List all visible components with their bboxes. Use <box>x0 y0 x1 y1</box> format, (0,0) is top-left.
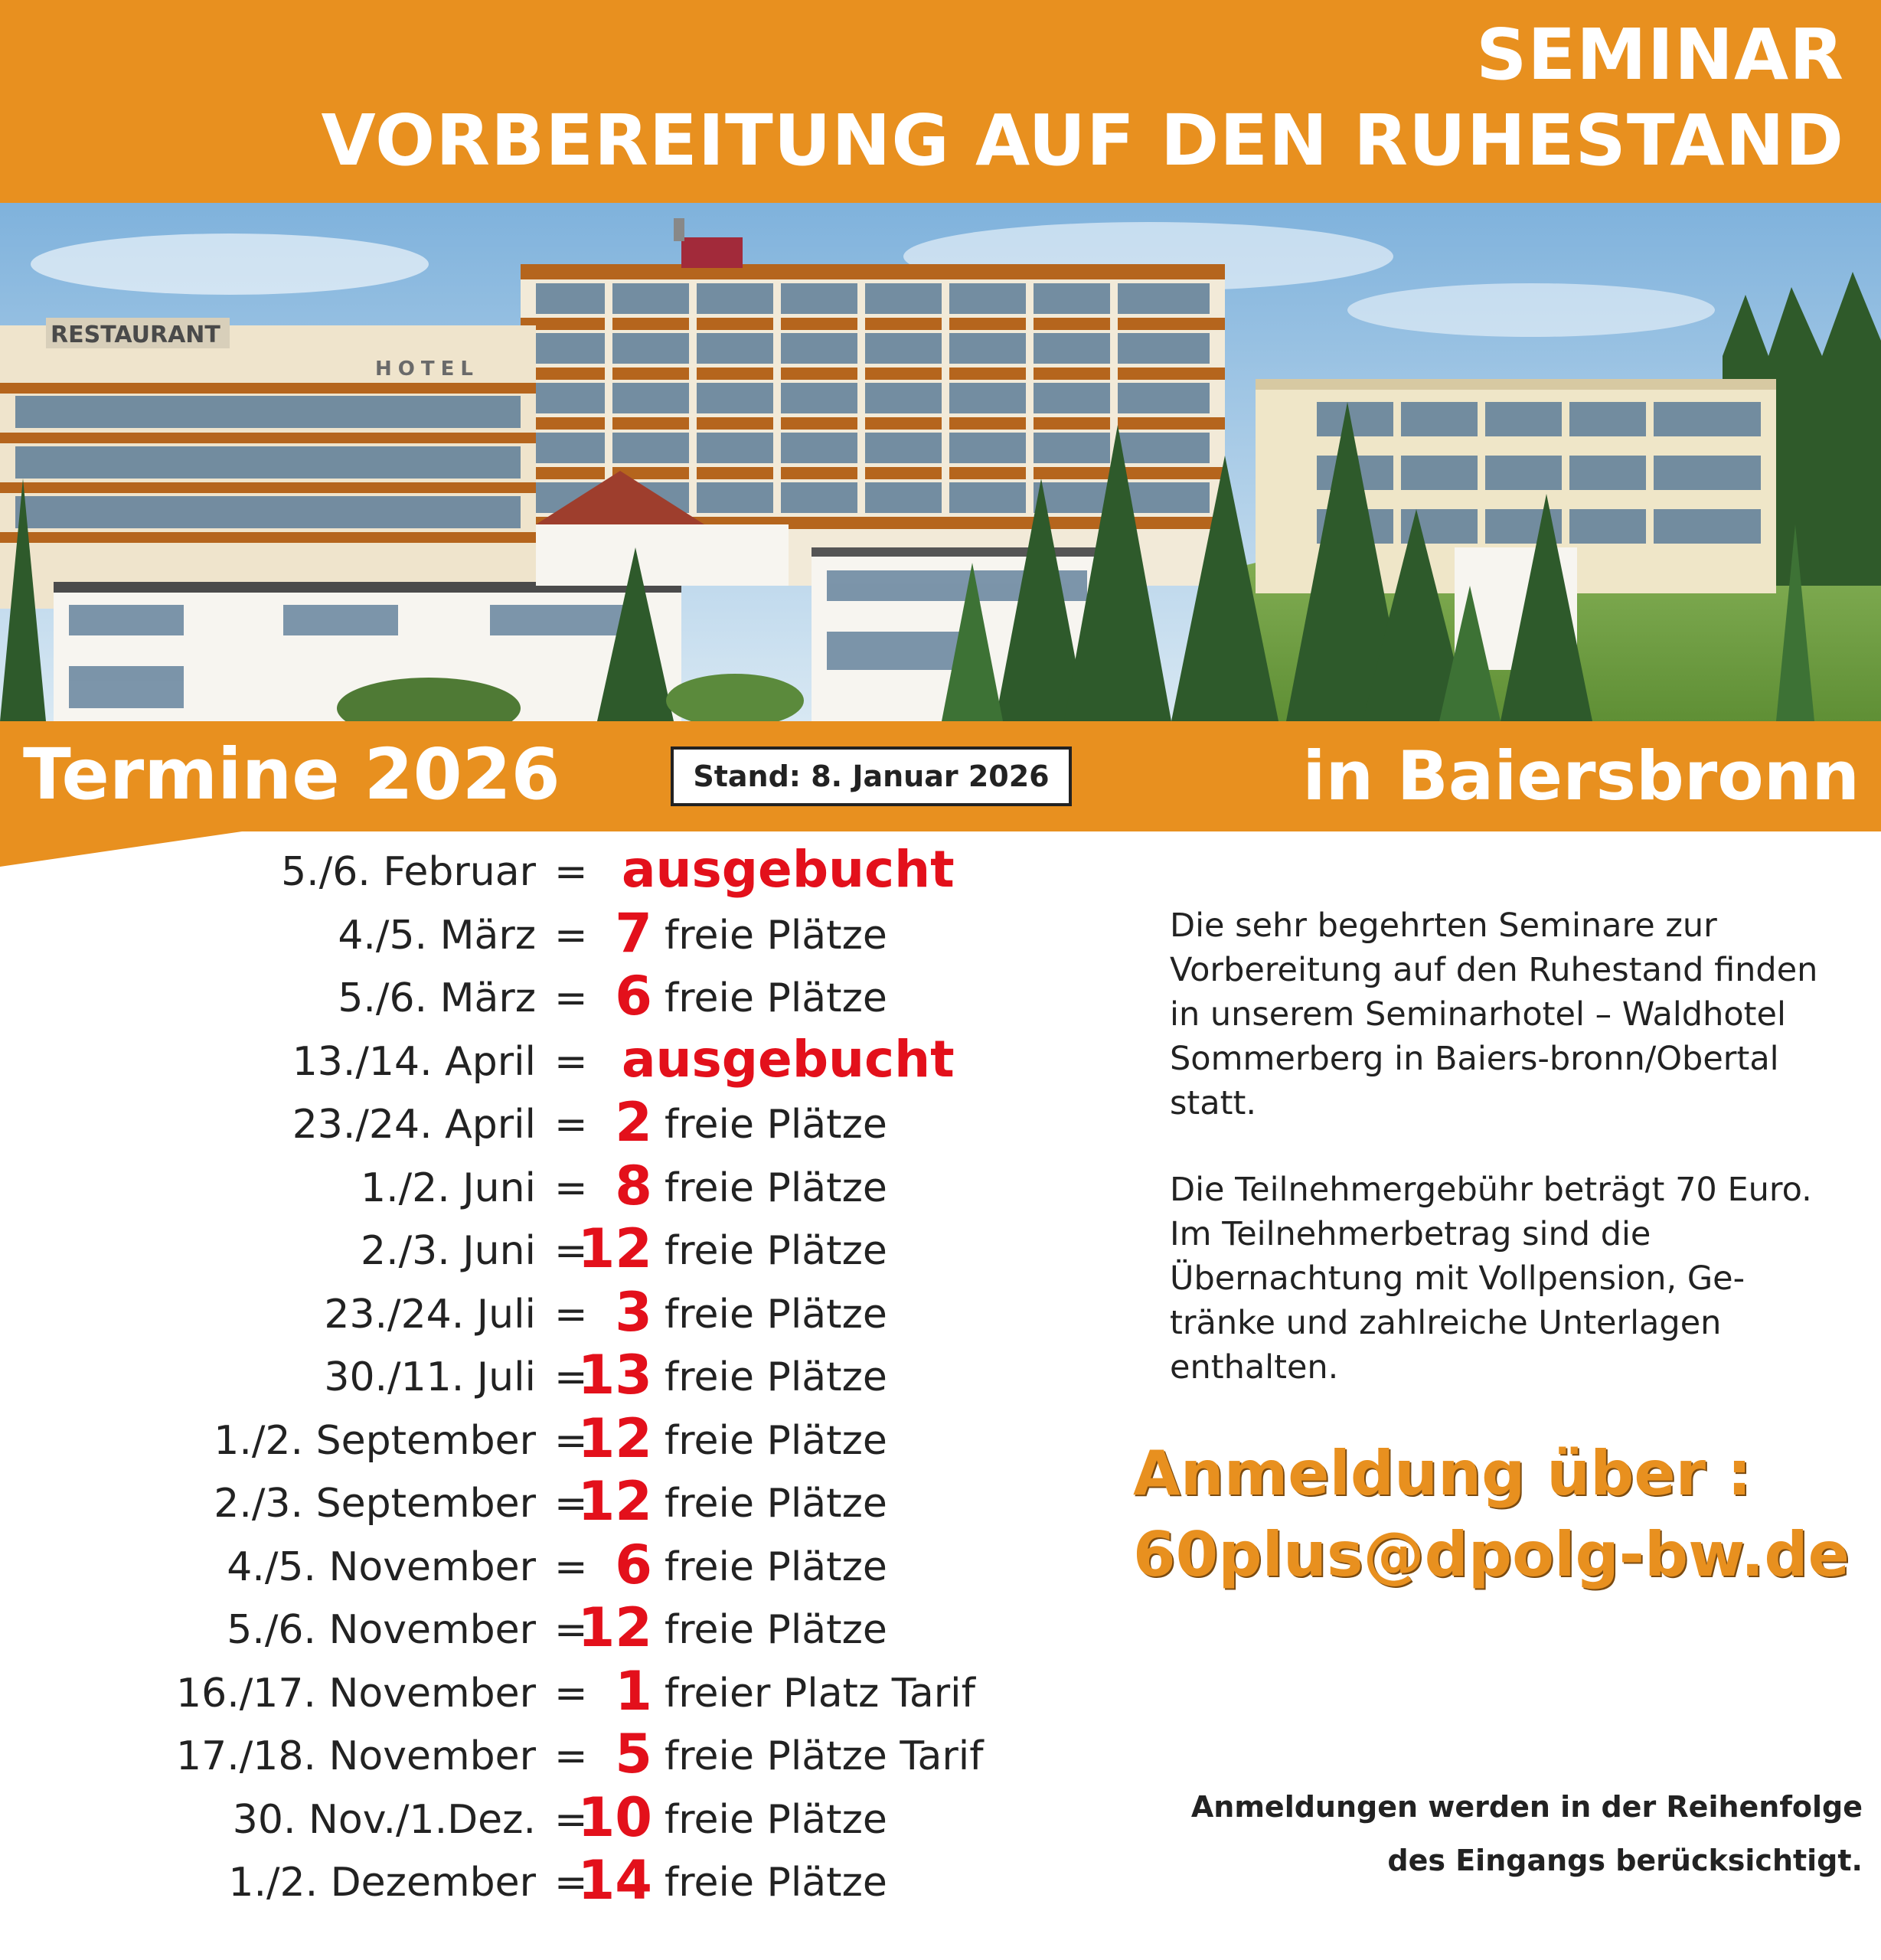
schedule-date: 23./24. Juli <box>324 1291 536 1338</box>
schedule-row <box>0 1407 1087 1470</box>
free-seats-label: freie Plätze <box>665 1481 887 1527</box>
free-seats-count: 5 <box>615 1723 652 1785</box>
equals-sign: = <box>554 1733 588 1779</box>
schedule-date: 5./6. Februar <box>281 849 536 895</box>
schedule-date: 23./24. April <box>292 1102 536 1148</box>
free-seats-label: freie Plätze <box>665 912 887 959</box>
schedule-date: 16./17. November <box>176 1670 536 1717</box>
schedule-date: 5./6. November <box>227 1607 536 1653</box>
signup-label: Anmeldung über : <box>1133 1438 1752 1509</box>
schedule-row <box>0 1217 1087 1280</box>
free-seats-label: freie Plätze <box>665 1544 887 1590</box>
schedule-row <box>0 1723 1087 1785</box>
free-seats-label: freier Platz Tarif <box>665 1670 975 1717</box>
free-seats-count: 3 <box>615 1280 652 1344</box>
schedule-date: 17./18. November <box>176 1733 536 1779</box>
free-seats-count: 8 <box>615 1154 652 1217</box>
hotel-photo <box>0 203 1881 721</box>
title-seminar: SEMINAR <box>1476 14 1844 96</box>
free-seats-label: freie Plätze <box>665 1102 887 1148</box>
equals-sign: = <box>554 1291 588 1338</box>
equals-sign: = <box>554 1417 588 1464</box>
free-seats-label: freie Plätze <box>665 1796 887 1843</box>
schedule-date: 1./2. Dezember <box>228 1860 536 1906</box>
schedule-date: 30./11. Juli <box>324 1354 536 1400</box>
schedule-row <box>0 902 1087 965</box>
equals-sign: = <box>554 1860 588 1906</box>
stand-badge: Stand: 8. Januar 2026 <box>671 746 1072 806</box>
equals-sign: = <box>554 1102 588 1148</box>
free-seats-label: freie Plätze <box>665 1354 887 1400</box>
free-seats-label: freie Plätze <box>665 1607 887 1653</box>
schedule-date: 2./3. Juni <box>361 1228 536 1274</box>
free-seats-count: 6 <box>615 965 652 1027</box>
booked-status: ausgebucht <box>622 840 955 899</box>
equals-sign: = <box>554 912 588 959</box>
info-paragraph-1: Die sehr begehrten Seminare zur Vorbereitung auf den Ruhestand finden in unserem Seminarhotel – Waldhotel Sommerberg in Baiers-bronn/Obertal statt. <box>1170 906 1818 1122</box>
equals-sign: = <box>554 849 588 895</box>
equals-sign: = <box>554 975 588 1021</box>
free-seats-label: freie Plätze <box>665 975 887 1021</box>
order-note-line-2: des Eingangs berücksichtigt. <box>1387 1844 1863 1877</box>
free-seats-count: 12 <box>577 1217 652 1280</box>
equals-sign: = <box>554 1796 588 1843</box>
equals-sign: = <box>554 1165 588 1211</box>
schedule-date: 5./6. März <box>338 975 536 1021</box>
booked-status: ausgebucht <box>622 1029 955 1089</box>
free-seats-label: freie Plätze <box>665 1228 887 1274</box>
signup-block <box>1133 1433 1868 1596</box>
free-seats-label: freie Plätze <box>665 1165 887 1211</box>
free-seats-count: 2 <box>615 1091 652 1154</box>
free-seats-count: 14 <box>577 1849 652 1912</box>
schedule-row <box>0 1091 1087 1154</box>
equals-sign: = <box>554 1038 588 1085</box>
schedule-row <box>0 1596 1087 1659</box>
title-subject: VORBEREITUNG AUF DEN RUHESTAND <box>321 100 1844 181</box>
free-seats-count: 12 <box>577 1596 652 1659</box>
equals-sign: = <box>554 1354 588 1400</box>
order-note-line-1: Anmeldungen werden in der Reihenfolge <box>1190 1790 1863 1824</box>
equals-sign: = <box>554 1228 588 1274</box>
free-seats-count: 1 <box>615 1659 652 1723</box>
schedule-row <box>0 1155 1087 1217</box>
schedule-row <box>0 1470 1087 1533</box>
free-seats-label: freie Plätze <box>665 1417 887 1464</box>
restaurant-sign: RESTAURANT <box>51 322 220 348</box>
equals-sign: = <box>554 1607 588 1653</box>
signup-email[interactable]: 60plus@dpolg-bw.de <box>1133 1519 1850 1590</box>
schedule-row <box>0 1028 1087 1091</box>
termine-heading: Termine 2026 <box>23 733 560 815</box>
schedule-row <box>0 1786 1087 1849</box>
free-seats-count: 12 <box>577 1470 652 1533</box>
schedule-row <box>0 1344 1087 1406</box>
free-seats-count: 7 <box>615 901 652 965</box>
schedule-date: 30. Nov./1.Dez. <box>232 1796 536 1843</box>
location-heading: in Baiersbronn <box>1302 737 1860 815</box>
info-paragraph-2: Die Teilnehmergebühr beträgt 70 Euro. Im Teilnehmerbetrag sind die Übernachtung mit Vollpension, Ge-tränke und zahlreiche Unterlagen enthalten. <box>1170 1171 1812 1387</box>
free-seats-label: freie Plätze Tarif <box>665 1733 984 1779</box>
free-seats-count: 10 <box>577 1785 652 1849</box>
schedule-row <box>0 1534 1087 1596</box>
free-seats-count: 13 <box>577 1344 652 1406</box>
schedule-date: 2./3. September <box>214 1481 536 1527</box>
equals-sign: = <box>554 1544 588 1590</box>
free-seats-count: 12 <box>577 1406 652 1470</box>
hotel-sign: HOTEL <box>375 358 479 381</box>
free-seats-label: freie Plätze <box>665 1860 887 1906</box>
free-seats-label: freie Plätze <box>665 1291 887 1338</box>
free-seats-count: 6 <box>615 1533 652 1596</box>
schedule-date: 13./14. April <box>292 1038 536 1085</box>
schedule-row <box>0 1849 1087 1912</box>
equals-sign: = <box>554 1481 588 1527</box>
schedule-date: 4./5. März <box>338 912 536 959</box>
schedule-row <box>0 1660 1087 1723</box>
schedule-date: 1./2. Juni <box>361 1165 536 1211</box>
schedule-date: 1./2. September <box>214 1417 536 1464</box>
schedule-date: 4./5. November <box>227 1544 536 1590</box>
schedule-row <box>0 1281 1087 1344</box>
order-note <box>1191 1780 1863 1887</box>
equals-sign: = <box>554 1670 588 1717</box>
schedule-row <box>0 838 1087 901</box>
schedule-row <box>0 965 1087 1027</box>
